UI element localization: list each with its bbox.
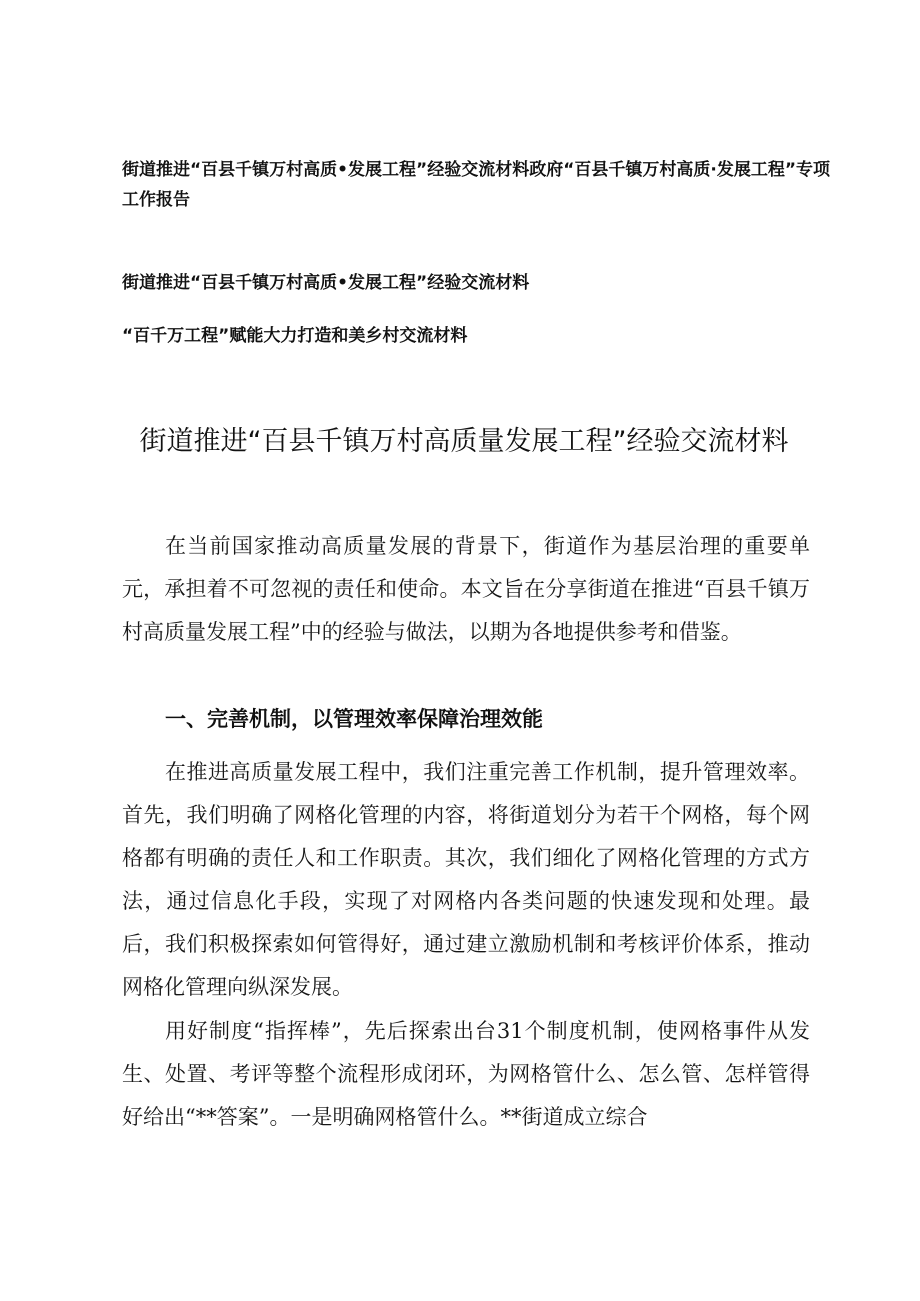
body-paragraph-1: 在推进高质量发展工程中，我们注重完善工作机制，提升管理效率。首先，我们明确了网格化管理的内容，将街道划分为若干个网格，每个网格都有明确的责任人和工作职责。其次，我们细化了网格化管理的方式方法，通过信息化手段，实现了对网格内各类问题的快速发现和处理。最后，我们积极探索如何管得好，通过建立激励机制和考核评价体系，推动网格化管理向纵深发展。 bbox=[122, 760, 810, 999]
intro-paragraph: 在当前国家推动高质量发展的背景下，街道作为基层治理的重要单元，承担着不可忽视的责任和使命。本文旨在分享街道在推进“百县千镇万村高质量发展工程”中的经验与做法，以期为各地提供参考和借鉴。 bbox=[122, 534, 810, 644]
toc-item-1: 街道推进“百县千镇万村高质•发展工程”经验交流材料政府“百县千镇万村高质·发展工程”专项工作报告 bbox=[122, 160, 831, 210]
toc-item-3: “百千万工程”赋能大力打造和美乡村交流材料 bbox=[122, 326, 468, 346]
toc-item-2: 街道推进“百县千镇万村高质•发展工程”经验交流材料 bbox=[122, 273, 530, 293]
document-title: 街道推进“百县千镇万村高质量发展工程”经验交流材料 bbox=[139, 426, 789, 458]
section-heading: 一、完善机制，以管理效率保障治理效能 bbox=[165, 707, 543, 731]
body-paragraph-2: 用好制度“指挥棒”，先后探索出台31个制度机制，使网格事件从发生、处置、考评等整个流程形成闭环，为网格管什么、怎么管、怎样管得好给出“**答案”。一是明确网格管什么。**街道成立综合 bbox=[122, 1019, 810, 1129]
